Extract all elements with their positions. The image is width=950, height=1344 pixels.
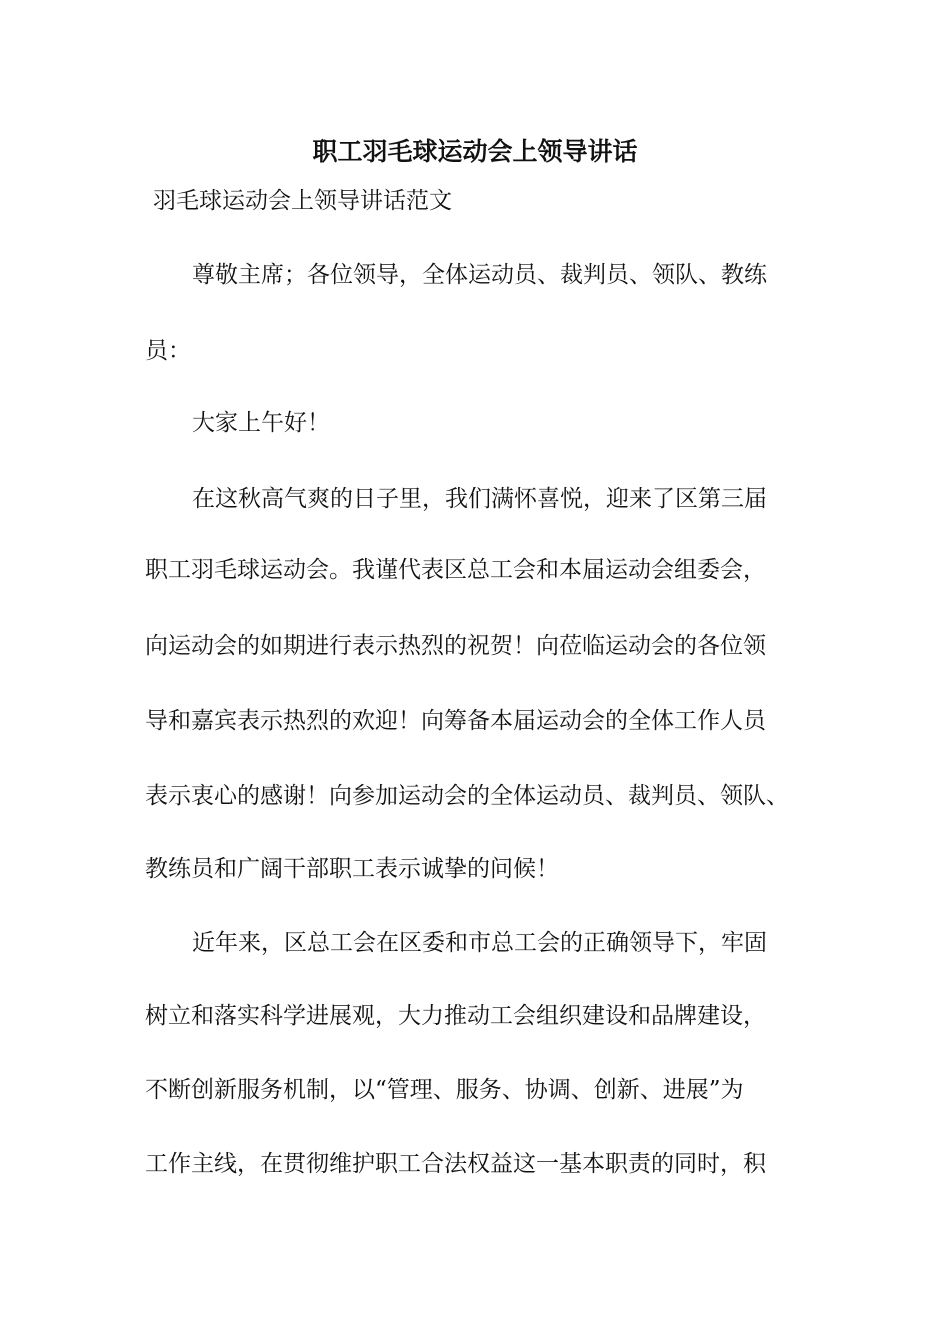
body-line: 在这秋高气爽的日子里，我们满怀喜悦，迎来了区第三届 bbox=[192, 486, 767, 512]
body-line: 近年来，区总工会在区委和市总工会的正确领导下，牢固 bbox=[192, 930, 767, 956]
body-line: 向运动会的如期进行表示热烈的祝贺！向莅临运动会的各位领 bbox=[145, 633, 766, 659]
document-subtitle: 羽毛球运动会上领导讲话范文 bbox=[153, 188, 452, 214]
body-line: 不断创新服务机制，以“管理、服务、协调、创新、进展”为 bbox=[145, 1077, 744, 1103]
body-line: 大家上午好！ bbox=[192, 410, 330, 436]
body-line: 尊敬主席；各位领导，全体运动员、裁判员、领队、教练 bbox=[192, 262, 767, 288]
body-line: 树立和落实科学进展观，大力推动工会组织建设和品牌建设， bbox=[145, 1003, 766, 1029]
body-line: 导和嘉宾表示热烈的欢迎！向筹备本届运动会的全体工作人员 bbox=[145, 708, 766, 734]
body-line: 工作主线，在贯彻维护职工合法权益这一基本职责的同时，积 bbox=[145, 1151, 766, 1177]
body-line: 教练员和广阔干部职工表示诚挚的问候！ bbox=[145, 856, 559, 882]
document-title: 职工羽毛球运动会上领导讲话 bbox=[312, 137, 638, 166]
body-line: 表示衷心的感谢！向参加运动会的全体运动员、裁判员、领队、 bbox=[145, 783, 789, 809]
body-line: 员： bbox=[145, 338, 191, 364]
body-line: 职工羽毛球运动会。我谨代表区总工会和本届运动会组委会， bbox=[145, 557, 766, 583]
